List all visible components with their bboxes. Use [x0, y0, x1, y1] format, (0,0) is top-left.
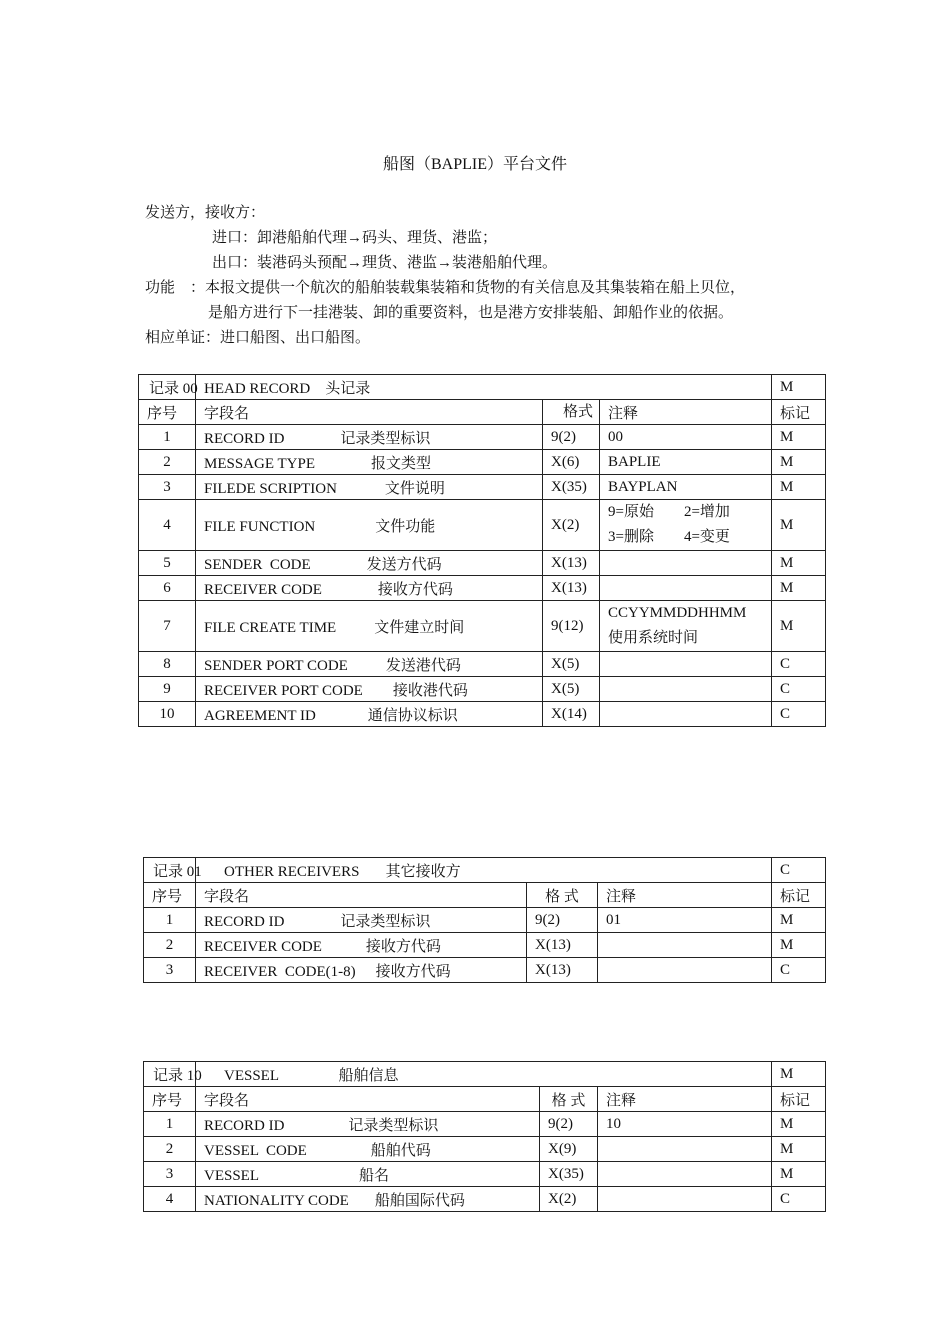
header-field: 字段名	[196, 1087, 540, 1112]
cell-no: 5	[139, 551, 196, 576]
export-line: 出口：装港码头预配→理货、港监→装港船舶代理。	[212, 255, 558, 271]
cell-mark: M	[772, 1162, 826, 1187]
function-line	[145, 276, 825, 301]
table-row	[139, 500, 826, 551]
header-no: 序号	[139, 400, 196, 425]
cell-mark: C	[772, 652, 826, 677]
cell-format: X(6)	[543, 450, 600, 475]
record-mark: M	[772, 375, 826, 400]
note-a: CCYYMMDDHHMM	[608, 605, 747, 621]
cell-field	[196, 551, 543, 576]
record-name: VESSEL 船舶信息	[196, 1062, 772, 1087]
cell-field	[196, 908, 527, 933]
field-cn: 船名	[359, 1167, 390, 1184]
note-b: 2=增加	[683, 504, 730, 520]
cell-mark: C	[772, 1187, 826, 1212]
field-en: RECORD ID	[204, 1117, 285, 1134]
cell-mark: C	[772, 677, 826, 702]
record-01-table	[143, 857, 826, 983]
cell-note: 00	[600, 425, 772, 450]
cell-format: X(13)	[543, 576, 600, 601]
cell-no: 6	[139, 576, 196, 601]
cell-format: 9(2)	[527, 908, 598, 933]
cell-no: 3	[144, 958, 196, 983]
cell-note	[598, 1137, 772, 1162]
cell-no: 8	[139, 652, 196, 677]
cell-mark: M	[772, 450, 826, 475]
cell-field	[196, 702, 543, 727]
table-row	[144, 1187, 826, 1212]
field-cn: 记录类型标识	[340, 913, 431, 930]
table-row	[144, 958, 826, 983]
cell-note	[600, 702, 772, 727]
field-cn: 船舶国际代码	[374, 1192, 465, 1209]
field-en: FILEDE SCRIPTION	[204, 480, 337, 497]
cell-note: 01	[598, 908, 772, 933]
table-row	[144, 1162, 826, 1187]
table-row	[139, 551, 826, 576]
field-cn: 发送港代码	[385, 657, 461, 674]
cell-format: X(13)	[527, 958, 598, 983]
table-row	[139, 601, 826, 652]
table-row	[144, 1137, 826, 1162]
cell-note	[598, 933, 772, 958]
field-en: FILE CREATE TIME	[204, 619, 337, 636]
field-en: AGREEMENT ID	[204, 707, 316, 724]
field-en: VESSEL	[204, 1167, 260, 1184]
cell-field	[196, 475, 543, 500]
field-en: SENDER CODE	[204, 556, 311, 573]
record-mark: M	[772, 1062, 826, 1087]
header-mark: 标记	[772, 1087, 826, 1112]
cell-no: 2	[139, 450, 196, 475]
cell-note	[598, 1162, 772, 1187]
field-cn: 文件说明	[384, 480, 445, 497]
function-text-1: 本报文提供一个航次的船舶装载集装箱和货物的有关信息及其集装箱在船上贝位，	[205, 280, 746, 296]
cell-format: X(2)	[543, 500, 600, 551]
note-c: 3=删除	[608, 529, 654, 545]
table-row	[144, 1112, 826, 1137]
cell-no: 10	[139, 702, 196, 727]
field-cn: 文件建立时间	[374, 619, 465, 636]
cell-mark: C	[772, 702, 826, 727]
parties-label: 发送方，接收方：	[145, 205, 266, 221]
cell-field	[196, 1112, 540, 1137]
cell-field	[196, 450, 543, 475]
table-row	[139, 702, 826, 727]
cell-no: 1	[139, 425, 196, 450]
note-a: 9=原始	[608, 504, 654, 520]
field-cn: 接收港代码	[392, 682, 468, 699]
header-format	[543, 400, 600, 425]
cell-no: 1	[144, 908, 196, 933]
cell-field	[196, 1187, 540, 1212]
header-row	[139, 400, 826, 425]
cell-format: 9(2)	[543, 425, 600, 450]
cell-note	[600, 551, 772, 576]
record-mark: C	[772, 858, 826, 883]
cell-mark: M	[772, 500, 826, 551]
cell-note: BAYPLAN	[600, 475, 772, 500]
header-field: 字段名	[196, 883, 527, 908]
cell-no: 2	[144, 1137, 196, 1162]
field-en: VESSEL CODE	[204, 1142, 307, 1159]
function-sep: ：	[190, 280, 206, 296]
cell-format: X(14)	[543, 702, 600, 727]
field-en: RECEIVER CODE(1-8)	[204, 963, 356, 980]
table-row	[139, 475, 826, 500]
record-10-table	[143, 1061, 826, 1212]
cell-note	[600, 576, 772, 601]
cell-field	[196, 1162, 540, 1187]
cell-field	[196, 576, 543, 601]
table-row	[139, 375, 826, 400]
note-b: 使用系统时间	[608, 630, 699, 646]
table-row	[139, 576, 826, 601]
field-cn: 记录类型标识	[340, 430, 431, 447]
header-field: 字段名	[196, 400, 543, 425]
header-row	[144, 1087, 826, 1112]
table-row	[144, 933, 826, 958]
cell-format: X(35)	[540, 1162, 598, 1187]
cell-no: 3	[139, 475, 196, 500]
cell-field	[196, 425, 543, 450]
field-cn: 记录类型标识	[348, 1117, 439, 1134]
related-docs: 相应单证：进口船图、出口船图。	[145, 330, 371, 346]
cell-format: X(35)	[543, 475, 600, 500]
cell-format: X(9)	[540, 1137, 598, 1162]
cell-note	[600, 677, 772, 702]
cell-format: X(5)	[543, 677, 600, 702]
field-cn: 接收方代码	[365, 938, 441, 955]
cell-format: X(2)	[540, 1187, 598, 1212]
field-en: RECEIVER CODE	[204, 581, 322, 598]
field-en: MESSAGE TYPE	[204, 455, 315, 472]
cell-note: 10	[598, 1112, 772, 1137]
record-label: 记录 00	[139, 375, 196, 400]
cell-mark: M	[772, 1137, 826, 1162]
header-mark: 标记	[772, 400, 826, 425]
cell-no: 7	[139, 601, 196, 652]
record-00-table	[138, 374, 826, 727]
header-no: 序号	[144, 883, 196, 908]
import-line: 进口：卸港船舶代理→码头、理货、港监；	[212, 230, 498, 246]
header-no: 序号	[144, 1087, 196, 1112]
cell-no: 1	[144, 1112, 196, 1137]
function-text-2: 是船方进行下一挂港装、卸的重要资料，也是港方安排装船、卸船作业的依据。	[208, 305, 734, 321]
cell-field	[196, 933, 527, 958]
function-label: 功能	[145, 280, 176, 296]
cell-note	[600, 500, 772, 551]
record-label: 记录 10	[144, 1062, 196, 1087]
table-row	[139, 652, 826, 677]
cell-format: 9(2)	[540, 1112, 598, 1137]
cell-no: 4	[139, 500, 196, 551]
record-name: OTHER RECEIVERS 其它接收方	[196, 858, 772, 883]
cell-no: 9	[139, 677, 196, 702]
field-cn: 接收方代码	[377, 581, 453, 598]
field-en: RECORD ID	[204, 430, 285, 447]
table-row	[144, 858, 826, 883]
table-row	[139, 425, 826, 450]
field-cn: 发送方代码	[366, 556, 442, 573]
cell-mark: M	[772, 1112, 826, 1137]
field-en: FILE FUNCTION	[204, 518, 316, 535]
field-en: SENDER PORT CODE	[204, 657, 348, 674]
page-title: 船图（BAPLIE）平台文件	[382, 156, 567, 173]
cell-mark: M	[772, 425, 826, 450]
table-row	[139, 450, 826, 475]
cell-mark: C	[772, 958, 826, 983]
cell-note	[598, 958, 772, 983]
cell-field	[196, 500, 543, 551]
cell-no: 3	[144, 1162, 196, 1187]
header-note: 注释	[600, 400, 772, 425]
cell-mark: M	[772, 908, 826, 933]
field-cn: 文件功能	[375, 518, 436, 535]
cell-mark: M	[772, 475, 826, 500]
cell-format: X(5)	[543, 652, 600, 677]
note-d: 4=变更	[683, 529, 730, 545]
table-row	[144, 908, 826, 933]
cell-mark: M	[772, 576, 826, 601]
field-cn: 报文类型	[371, 455, 432, 472]
cell-mark: M	[772, 551, 826, 576]
cell-mark: M	[772, 601, 826, 652]
cell-format: 9(12)	[543, 601, 600, 652]
field-cn: 通信协议标识	[367, 707, 458, 724]
cell-mark: M	[772, 933, 826, 958]
cell-note	[600, 652, 772, 677]
header-mark: 标记	[772, 883, 826, 908]
cell-field	[196, 652, 543, 677]
cell-field	[196, 677, 543, 702]
header-format: 格 式	[540, 1087, 598, 1112]
header-note: 注释	[598, 1087, 772, 1112]
cell-note	[600, 601, 772, 652]
field-en: NATIONALITY CODE	[204, 1192, 349, 1209]
cell-format: X(13)	[527, 933, 598, 958]
field-en: RECEIVER CODE	[204, 938, 322, 955]
record-name: HEAD RECORD 头记录	[196, 375, 772, 400]
field-cn: 接收方代码	[375, 963, 451, 980]
cell-note	[598, 1187, 772, 1212]
field-en: RECORD ID	[204, 913, 285, 930]
cell-field	[196, 958, 527, 983]
cell-field	[196, 1137, 540, 1162]
cell-no: 4	[144, 1187, 196, 1212]
intro-section	[145, 201, 825, 351]
header-row	[144, 883, 826, 908]
record-label: 记录 01	[144, 858, 196, 883]
header-note: 注释	[598, 883, 772, 908]
table-row	[139, 677, 826, 702]
table-row	[144, 1062, 826, 1087]
field-en: RECEIVER PORT CODE	[204, 682, 363, 699]
cell-field	[196, 601, 543, 652]
header-format: 格 式	[527, 883, 598, 908]
cell-note: BAPLIE	[600, 450, 772, 475]
cell-format: X(13)	[543, 551, 600, 576]
header-format-text: 格式	[563, 404, 594, 420]
field-cn: 船舶代码	[370, 1142, 431, 1159]
cell-no: 2	[144, 933, 196, 958]
